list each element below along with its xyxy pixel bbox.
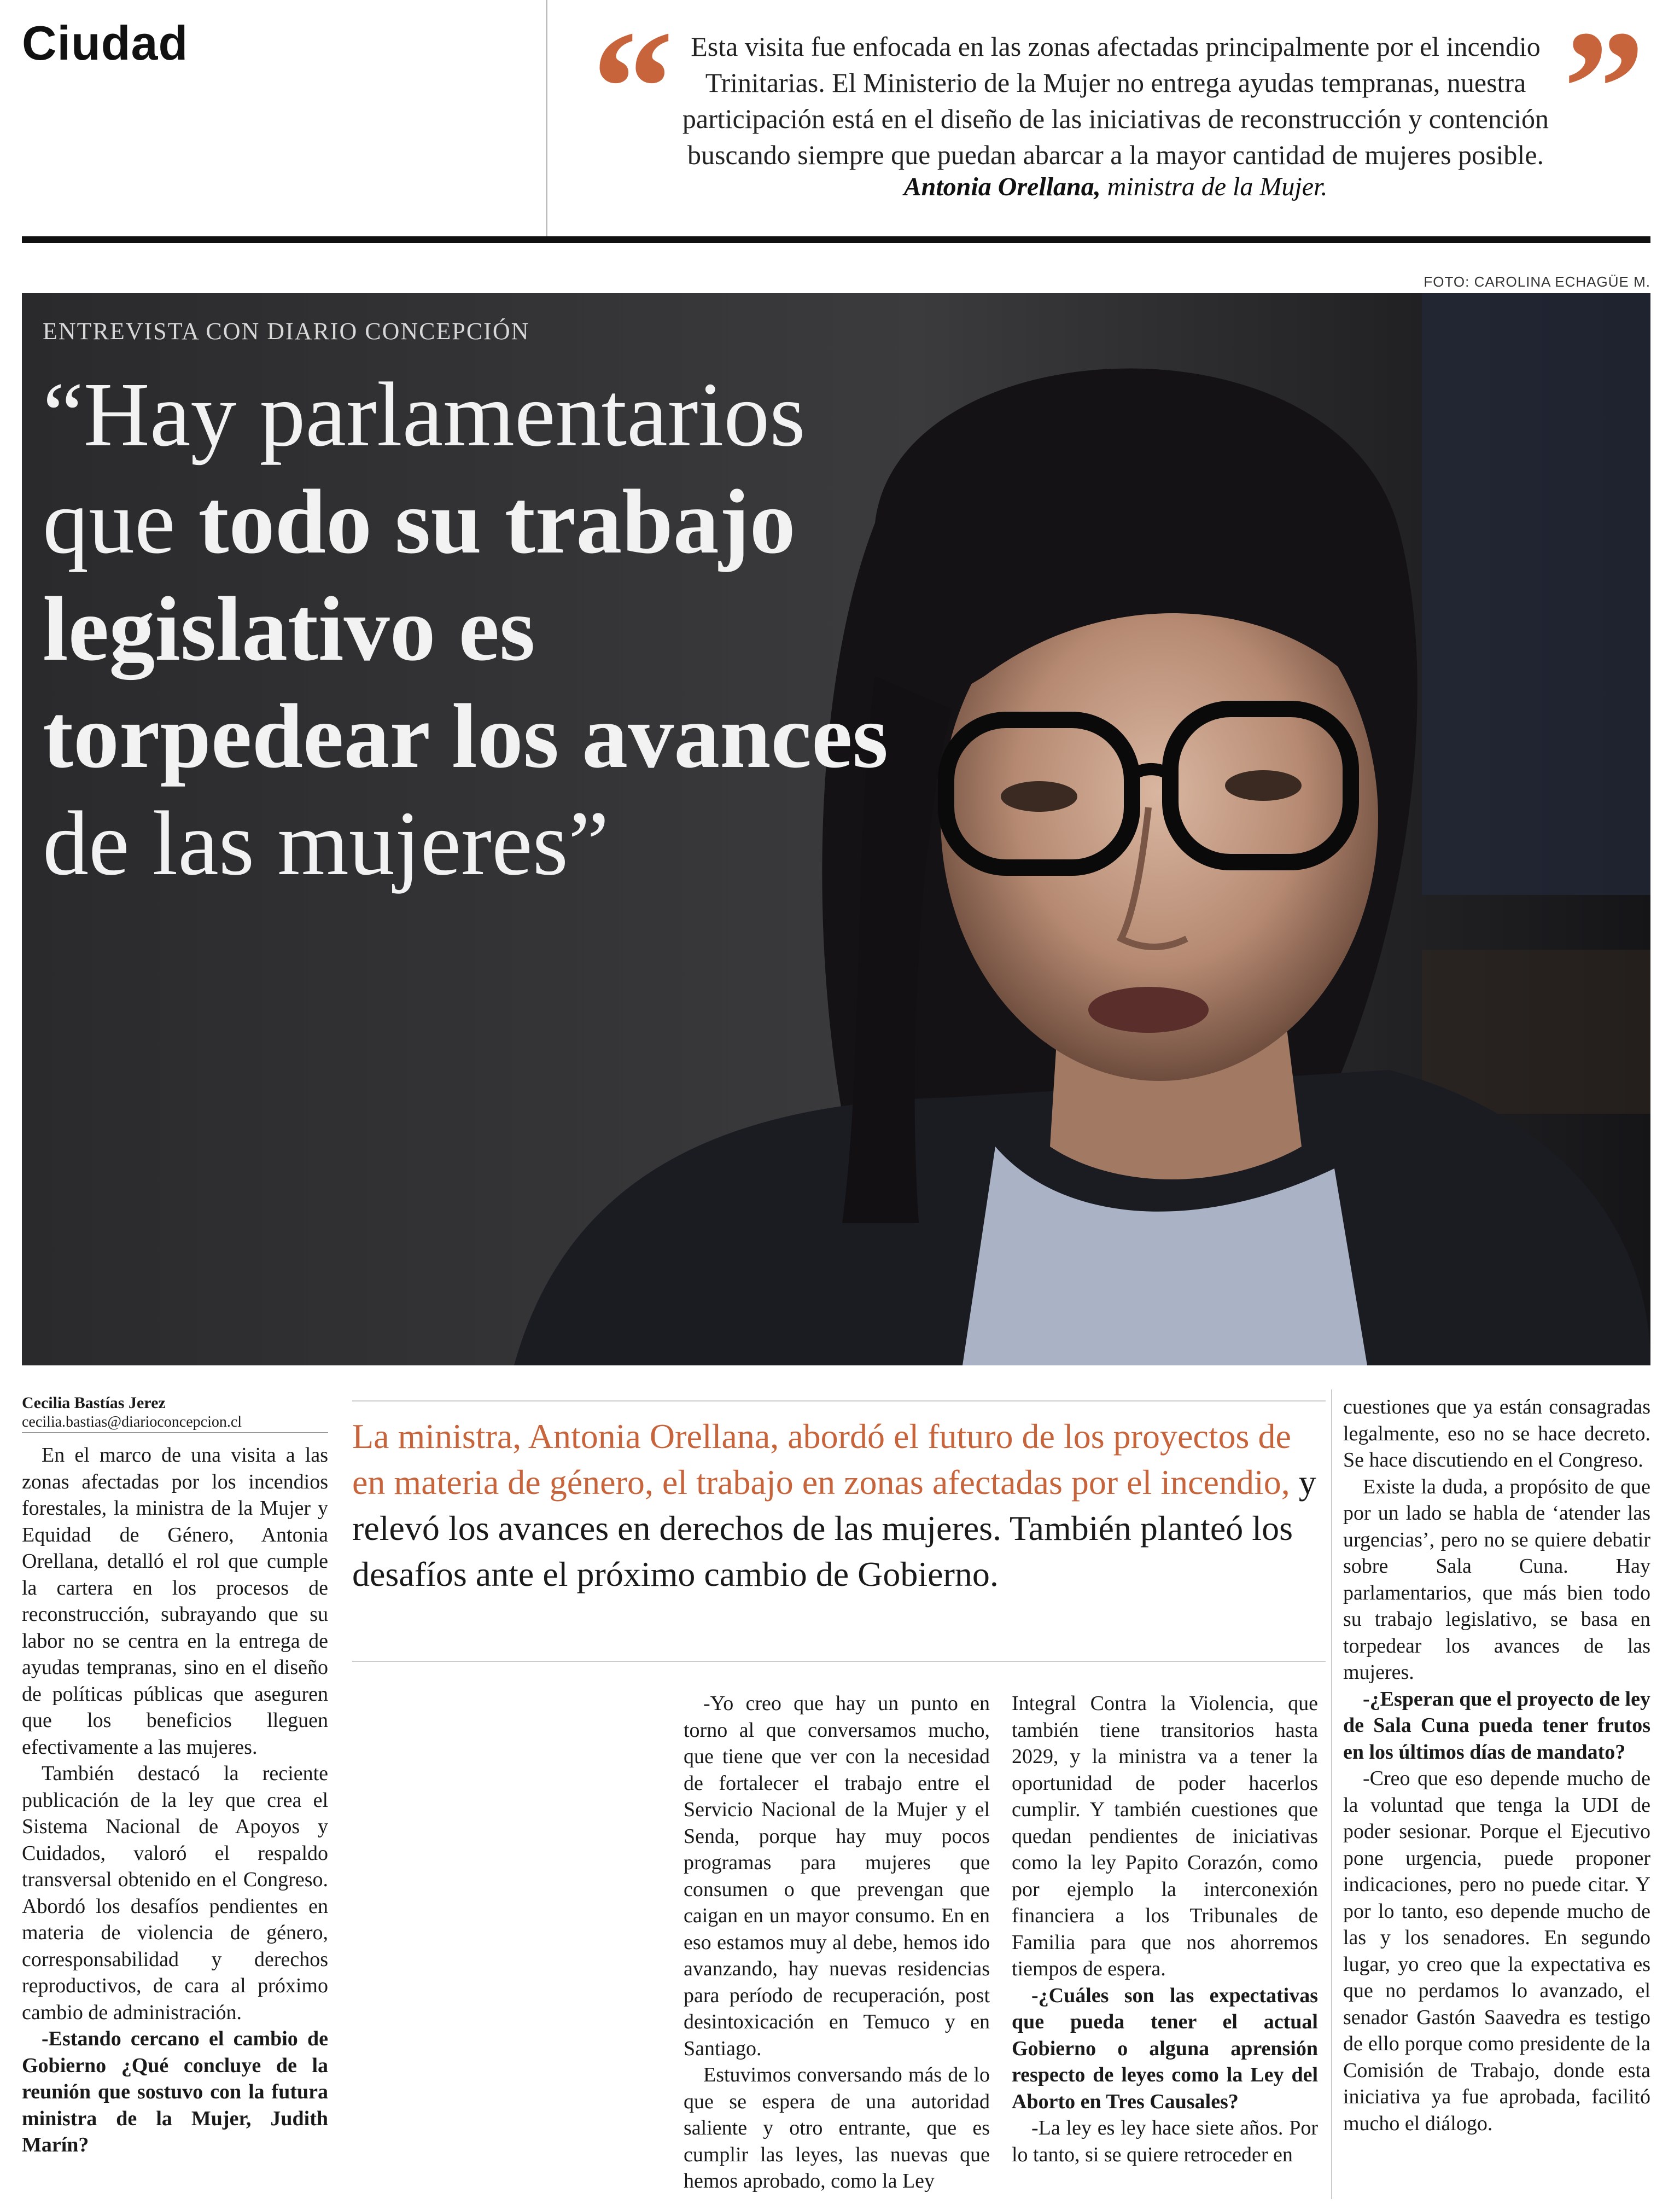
column-3 (1012, 1690, 1318, 2168)
header-rule (22, 236, 1650, 243)
pull-quote: Esta visita fue enfocada en las zonas afectadas principalmente por el incendio Trinitarias. El Ministerio de la Mujer no entrega ayudas tempranas, nuestra participación está en el diseño de las iniciativas de reconstrucción y contención buscando siempre que puedan abarcar a la mayor cantidad de mujeres posible. (682, 31, 1549, 170)
paragraph: cuestiones que ya están consagradas legalmente, eso no se hace decreto. Se hace discutiendo en el Congreso. (1343, 1395, 1650, 1472)
paragraph: -Creo que eso depende mucho de la voluntad que tenga la UDI de poder sesionar. Porque el Ejecutivo pone urgencia, puede proponer indicaciones, pero no puede citar. Y por lo tanto, eso depende mucho de las y los senadores. En segundo lugar, yo creo que la expectativa es que no perdamos lo avanzado, el senador Gastón Saavedra es testigo de ello porque como presidente de la Comisión de Trabajo, donde esta iniciativa ya fue aprobada, facilitó mucho el diálogo. (1343, 1767, 1650, 2135)
paragraph: En el marco de una visita a las zonas afectadas por los incendios forestales, la ministra de la Mujer y Equidad de Género, Antonia Orellana, detalló el rol que cumple la cartera en los procesos de reconstrucción, subrayando que su labor no se centra en la entrega de ayudas tempranas, sino en el diseño de políticas públicas que aseguren que los beneficios lleguen efectivamente a las mujeres. (22, 1444, 328, 1759)
column-4 (1343, 1394, 1650, 2137)
headline-part-1: “Hay parlamentarios que (43, 364, 806, 573)
kicker: ENTREVISTA CON DIARIO CONCEPCIÓN (43, 318, 530, 345)
close-quote-mark: ” (1563, 0, 1645, 178)
headline-part-2: de las mujeres” (43, 793, 609, 894)
lead-rest: y relevó los avances en derechos de las mujeres. También planteó los desafíos ante el próximo cambio de Gobierno. (352, 1463, 1316, 1593)
pull-quote-attribution (678, 172, 1553, 202)
column-divider (1331, 1389, 1332, 2199)
photo-credit: FOTO: CAROLINA ECHAGÜE M. (1424, 274, 1650, 290)
attribution-name: Antonia Orellana, (903, 172, 1101, 201)
column-1 (22, 1442, 328, 2159)
paragraph: Estuvimos conversando más de lo que se espera de una autoridad saliente y otro entrante, que es cumplir las leyes, las nuevas que hemos aprobado, como la Ley (684, 2063, 990, 2192)
paragraph: También destacó la reciente publicación de la ley que crea el Sistema Nacional de Apoyos y Cuidados, valoró el respaldo transversal obtenido en el Congreso. Abordó los desafíos pendientes en materia de violencia de género, corresponsabilidad y derechos reproductivos, de cara al próximo cambio de administración. (22, 1762, 328, 2024)
byline-rule (22, 1432, 328, 1433)
paragraph: Integral Contra la Violencia, que también tiene transitorios hasta 2029, y la ministra va a tener la oportunidad de poder hacerlos cumplir. Y también cuestiones que quedan pendientes de iniciativas como la ley Papito Corazón, como por ejemplo la interconexión financiera a los Tribunales de Familia para que nos ahorremos tiempos de espera. (1012, 1692, 1318, 1980)
section-label: Ciudad (22, 16, 189, 70)
lead-rule-top (352, 1400, 1326, 1401)
byline-email[interactable]: cecilia.bastias@diarioconcepcion.cl (22, 1414, 242, 1430)
byline-name: Cecilia Bastías Jerez (22, 1394, 166, 1412)
column-2 (684, 1690, 990, 2195)
lead-paragraph (352, 1414, 1326, 1597)
interview-question: -Estando cercano el cambio de Gobierno ¿Qué concluye de la reunión que sostuvo con la futura ministra de la Mujer, Judith Marín? (22, 2027, 328, 2156)
paragraph: -La ley es ley hace siete años. Por lo tanto, si se quiere retroceder en (1012, 2116, 1318, 2166)
headline-bold: todo su trabajo legislativo es torpedear los avances (43, 471, 889, 787)
open-quote-mark: “ (592, 0, 674, 178)
interview-question: -¿Cuáles son las expectativas que pueda tener el actual Gobierno o alguna aprensión respecto de leyes como la Ley del Aborto en Tres Causales? (1012, 1984, 1318, 2113)
attribution-role: ministra de la Mujer. (1100, 172, 1328, 201)
paragraph: -Yo creo que hay un punto en torno al que conversamos mucho, que tiene que ver con la necesidad de fortalecer el trabajo entre el Servicio Nacional de la Mujer y el Senda, porque hay muy pocos programas para mujeres que consumen o que prevengan que caigan en un mayor consumo. En en eso estamos muy al debe, hemos ido avanzando, hay nuevas residencias para período de recuperación, post desintoxicación en Temuco y en Santiago. (684, 1692, 990, 2060)
interview-question: -¿Esperan que el proyecto de ley de Sala Cuna pueda tener frutos en los últimos días de mandato? (1343, 1687, 1650, 1764)
header-divider (546, 0, 547, 236)
paragraph: Existe la duda, a propósito de que por un lado se habla de ‘atender las urgencias’, pero no se quiere debatir sobre Sala Cuna. Hay parlamentarios, que más bien todo su trabajo legislativo, se basa en torpedear los avances de las mujeres. (1343, 1475, 1650, 1684)
headline (43, 361, 940, 897)
lead-rule-bottom (352, 1661, 1326, 1662)
lead-accent: La ministra, Antonia Orellana, abordó el futuro de los proyectos de en materia de género, el trabajo en zonas afectadas por el incendio, (352, 1417, 1291, 1502)
